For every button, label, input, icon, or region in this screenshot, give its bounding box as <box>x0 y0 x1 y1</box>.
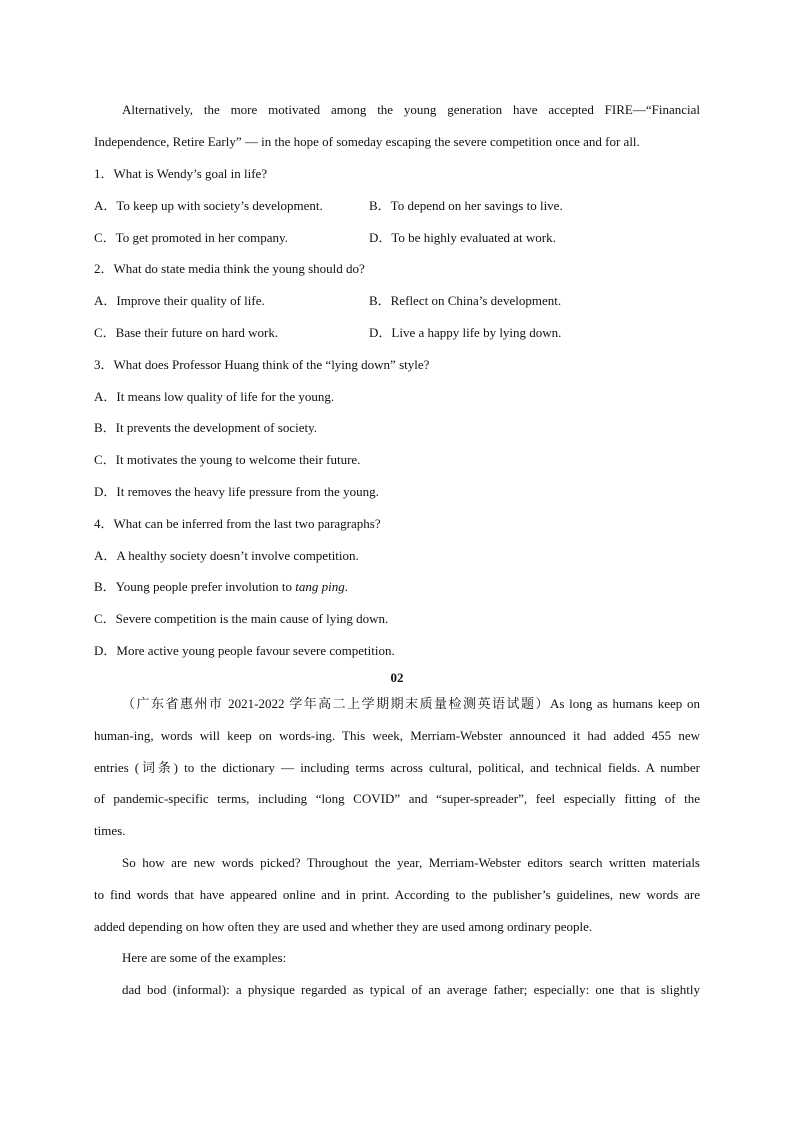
option-4c: C．Severe competition is the main cause of lying down. <box>94 611 389 626</box>
question-stem-4: 4．What can be inferred from the last two paragraphs? <box>94 516 381 531</box>
option-4d: D．More active young people favour severe competition. <box>94 643 395 658</box>
option-3b: B．It prevents the development of society. <box>94 420 317 435</box>
option-row <box>94 324 700 342</box>
paragraph-line: Independence, Retire Early” — in the hope of someday escaping the severe competition once and for all. <box>94 134 640 149</box>
option-1a: A．To keep up with society’s development. <box>94 198 323 213</box>
paragraph-line: of pandemic-specific terms, including “long COVID” and “super-spreader”, feel especially fitting of the <box>94 791 700 806</box>
option-row <box>94 292 700 310</box>
option-2c: C．Base their future on hard work. <box>94 325 279 340</box>
paragraph-line: entries (词条) to the dictionary — including terms across cultural, political, and technical fields. A number <box>94 760 700 775</box>
option-3d: D．It removes the heavy life pressure from the young. <box>94 484 379 499</box>
option-2d: D．Live a happy life by lying down. <box>369 325 562 340</box>
section-heading: 02 <box>390 670 404 685</box>
option-2b: B．Reflect on China’s development. <box>369 293 562 308</box>
option-row <box>94 197 700 215</box>
paragraph-line: （广东省惠州市 2021-2022 学年高二上学期期末质量检测英语试题）As long as humans keep on <box>122 696 700 711</box>
option-3c: C．It motivates the young to welcome their future. <box>94 452 361 467</box>
paragraph-line: Alternatively, the more motivated among the young generation have accepted FIRE—“Financial <box>122 102 700 117</box>
question-stem-2: 2．What do state media think the young should do? <box>94 261 365 276</box>
paragraph-line: So how are new words picked? Throughout the year, Merriam-Webster editors search written materials <box>122 855 700 870</box>
option-4b <box>94 578 700 596</box>
option-3a: A．It means low quality of life for the young. <box>94 389 335 404</box>
option-1c: C．To get promoted in her company. <box>94 230 288 245</box>
question-stem-3: 3．What does Professor Huang think of the “lying down” style? <box>94 357 430 372</box>
paragraph-line: dad bod (informal): a physique regarded as typical of an average father; especially: one that is slightly <box>122 982 700 997</box>
paragraph-line: times. <box>94 823 126 838</box>
paragraph-line: human-ing, words will keep on words-ing. This week, Merriam-Webster announced it had added 455 new <box>94 728 700 743</box>
paragraph-line: Here are some of the examples: <box>122 950 287 965</box>
option-4a: A．A healthy society doesn’t involve competition. <box>94 548 359 563</box>
paragraph-line: to find words that have appeared online and in print. According to the publisher’s guidelines, new words are <box>94 887 700 902</box>
question-stem-1: 1．What is Wendy’s goal in life? <box>94 166 268 181</box>
option-1b: B．To depend on her savings to live. <box>369 198 563 213</box>
paragraph-line: added depending on how often they are used and whether they are used among ordinary people. <box>94 919 593 934</box>
option-2a: A．Improve their quality of life. <box>94 293 265 308</box>
option-4b-italic: tang ping <box>295 579 345 594</box>
option-row <box>94 229 700 247</box>
option-4b-end: . <box>344 579 348 594</box>
option-4b-text: B．Young people prefer involution to <box>94 579 296 594</box>
option-1d: D．To be highly evaluated at work. <box>369 230 556 245</box>
